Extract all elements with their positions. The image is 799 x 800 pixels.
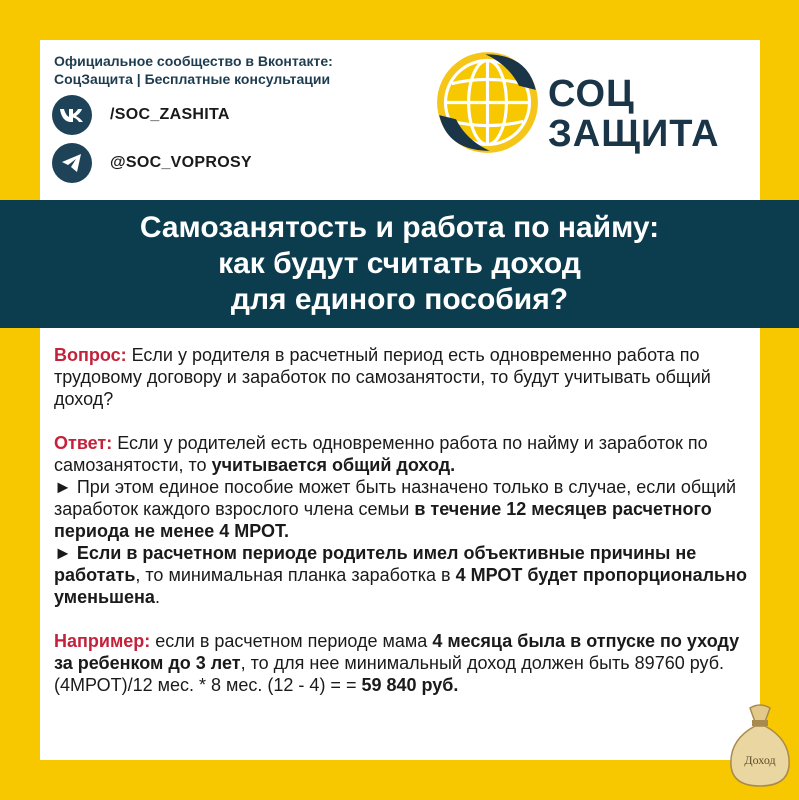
answer-label: Ответ: [54,433,113,453]
page-title: Самозанятость и работа по найму: как будут считать доход для единого пособия? [139,211,660,316]
bullet-icon: ► [54,477,72,497]
money-bag-icon [725,700,795,790]
title-banner [0,200,799,328]
telegram-link[interactable] [52,143,252,183]
logo-line-2: ЗАЩИТА [548,113,720,155]
community-line-2: СоцЗащита | Бесплатные консультации [54,71,331,87]
answer-paragraph [54,432,754,608]
community-info [54,52,333,88]
qa-text [54,344,754,718]
example-text-b: , то для нее минимальный доход должен быть 89760 руб.(4МРОТ)/12 мес. * 8 мес. (12 - 4) = = [54,653,725,695]
answer-text-a: Если у родителей есть одновременно работа по найму и заработок по самозанятости, то [54,433,708,475]
bag-label: Доход [744,753,776,767]
answer-bold-b: в течение 12 месяцев расчетного периода не менее 4 МРОТ. [54,499,712,541]
answer-bold-a: учитывается общий доход. [211,455,456,475]
example-label: Например: [54,631,151,651]
question-paragraph [54,344,754,410]
vk-icon [52,95,92,135]
example-paragraph [54,630,754,696]
question-label: Вопрос: [54,345,127,365]
content-card [40,328,760,760]
brand-logo-text [548,74,720,154]
example-text-a: если в расчетном периоде мама [150,631,433,651]
header-card [40,40,760,200]
logo-line-1: СОЦ [548,73,635,115]
vk-label: /SOC_ZASHITA [110,106,230,123]
answer-bold-d: 4 МРОТ будет пропорционально уменьшена [54,565,747,607]
telegram-icon [52,143,92,183]
question-text: Если у родителя в расчетный период есть одновременно работа по трудовому договору и заработок по самозанятости, то будут учитывать общий доход? [54,345,711,409]
answer-text-c: , то минимальная планка заработка в [135,565,456,585]
answer-bold-c: Если в расчетном периоде родитель имел объективные причины не работать [54,543,697,585]
vk-link[interactable] [52,95,230,135]
bullet-icon: ► [54,543,72,563]
community-line-1: Официальное сообщество в Вконтакте: [54,53,333,69]
globe-logo-icon [435,50,540,155]
telegram-label: @SOC_VOPROSY [110,154,252,171]
example-bold-b: 59 840 руб. [361,675,459,695]
answer-text-d: . [154,587,160,607]
answer-text-b: При этом единое пособие может быть назначено только в случае, если общий заработок каждого взрослого члена семьи [54,477,737,519]
example-bold-a: 4 месяца была в отпуске по уходу за ребенком до 3 лет [54,631,740,673]
